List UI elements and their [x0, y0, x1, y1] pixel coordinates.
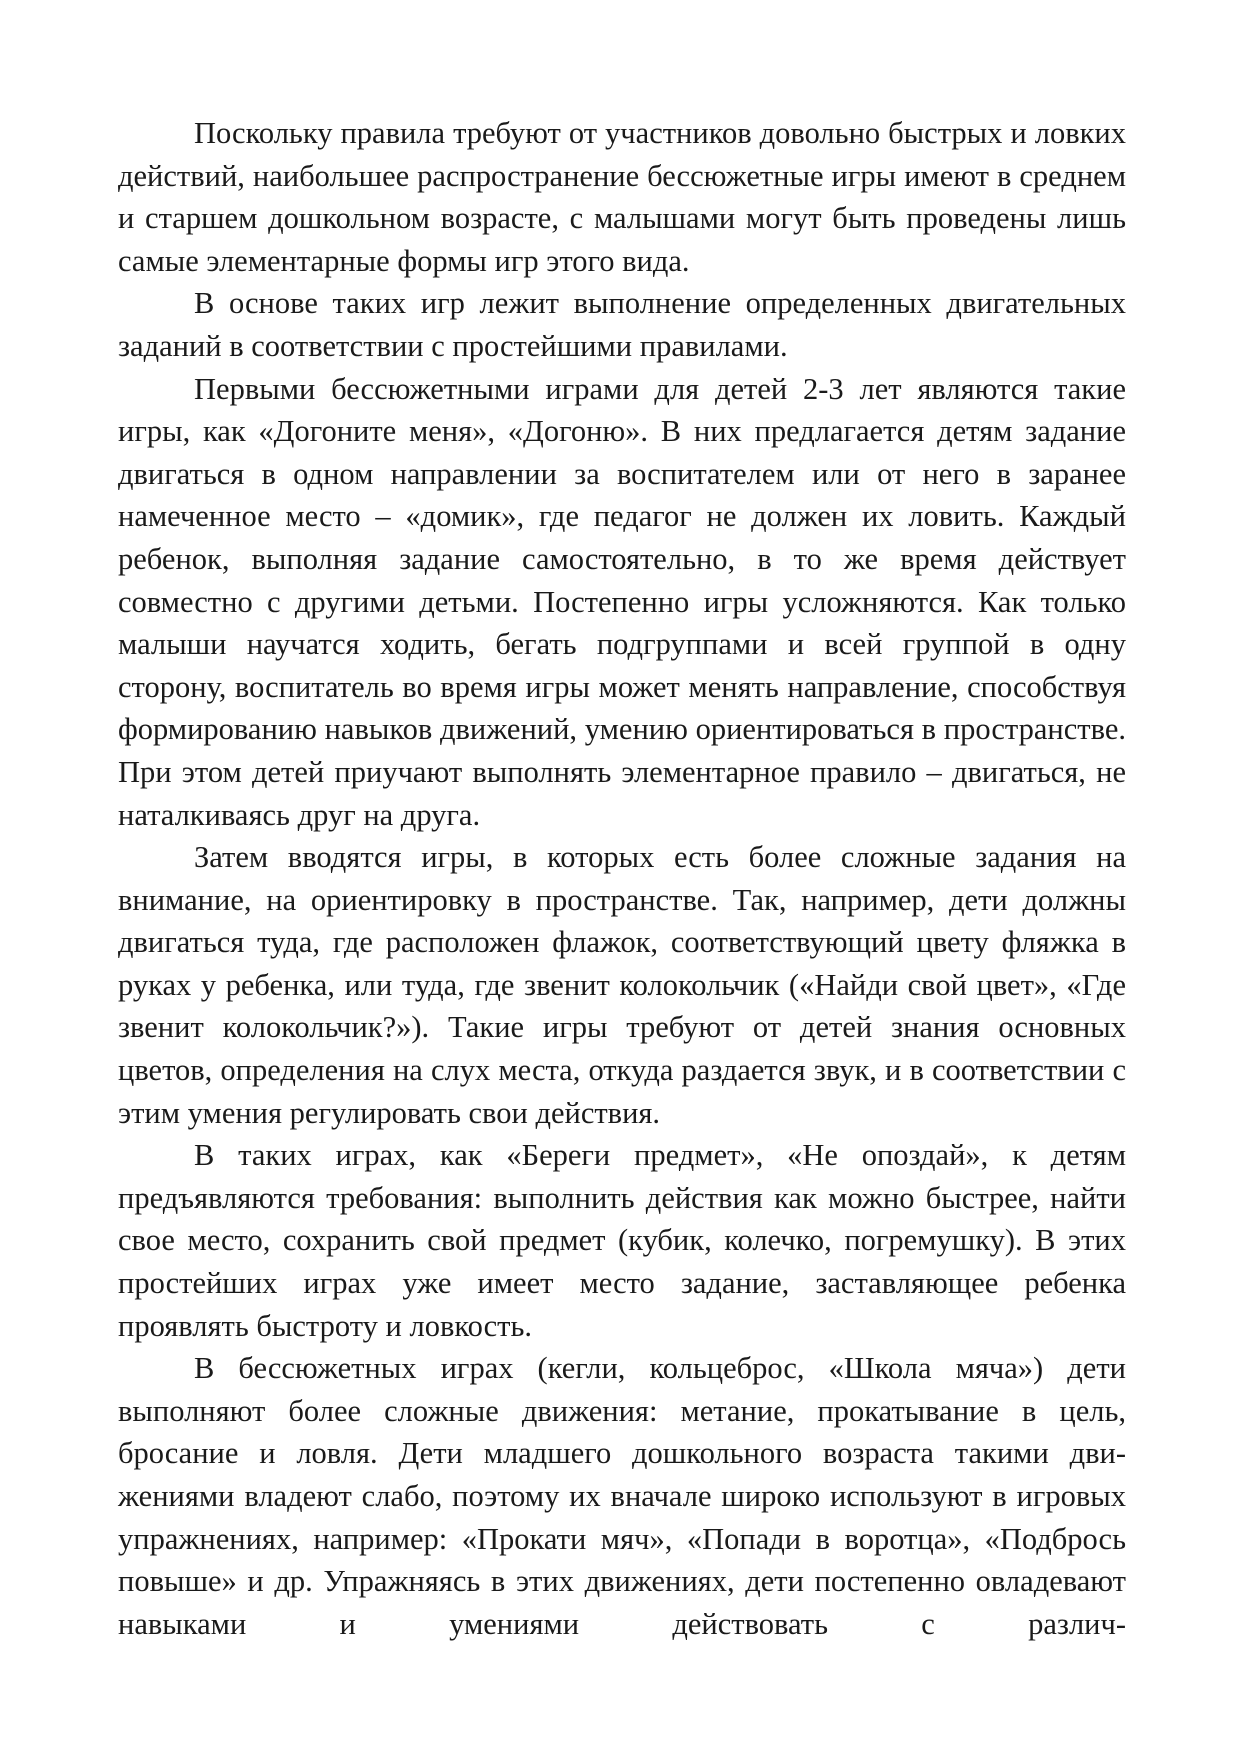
paragraph-6: В бессюжетных играх (кегли, кольцеброс, «Школа мяча») дети выполняют более сложные движения: метание, прокатывание в цель, бросание и ловля. Дети младшего дошкольного возраста такими движениями владеют слабо, поэтому их вначале широко используют в игровых упражнениях, например: «Прокати мяч», «Попади в воротца», «Подбрось повыше» и др. Упражняясь в этих движениях, дети постепенно овладевают навыками и умениями действовать с различ-	[118, 1351, 1126, 1641]
paragraph-2: В основе таких игр лежит выполнение определенных двигательных заданий в соответствии с простейшими правилами.	[118, 286, 1126, 363]
paragraph-1: Поскольку правила требуют от участников довольно быстрых и ловких действий, наибольшее распространение бессюжетные игры имеют в среднем и старшем дошкольном возрасте, с малышами могут быть проведены лишь самые элементарные формы игр этого вида.	[118, 116, 1126, 278]
paragraph-3: Первыми бессюжетными играми для детей 2-3 лет являются такие игры, как «Догоните меня», «Догоню». В них предлагается детям задание двигаться в одном направлении за воспитателем или от него в заранее намеченное место – «домик», где педагог не должен их ловить. Каждый ребенок, выполняя задание самостоятельно, в то же время действует совместно с другими детьми. Постепенно игры усложняются. Как только малыши научатся ходить, бегать подгруппами и всей группой в одну сторону, воспитатель во время игры может менять направление, способствуя формированию навыков движений, умению ориентироваться в пространстве. При этом детей приучают выполнять элементарное правило – двигаться, не наталкиваясь друг на друга.	[118, 371, 1126, 832]
paragraph-5: В таких играх, как «Береги предмет», «Не опоздай», к детям предъявляются требования: выполнить действия как можно быстрее, найти свое место, сохранить свой предмет (кубик, колечко, погремушку). В этих простейших играх уже имеет место задание, заставляющее ребенка проявлять быстроту и ловкость.	[118, 1138, 1126, 1343]
body-text	[118, 112, 1126, 1645]
paragraph-4: Затем вводятся игры, в которых есть более сложные задания на внимание, на ориентировку в пространстве. Так, например, дети должны двигаться туда, где расположен флажок, соответствующий цвету фляжка в руках у ребенка, или туда, где звенит колокольчик («Найди свой цвет», «Где звенит колокольчик?»). Такие игры требуют от детей знания основных цветов, определения на слух места, откуда раздается звук, и в соответствии с этим умения регулировать свои действия.	[118, 840, 1126, 1130]
